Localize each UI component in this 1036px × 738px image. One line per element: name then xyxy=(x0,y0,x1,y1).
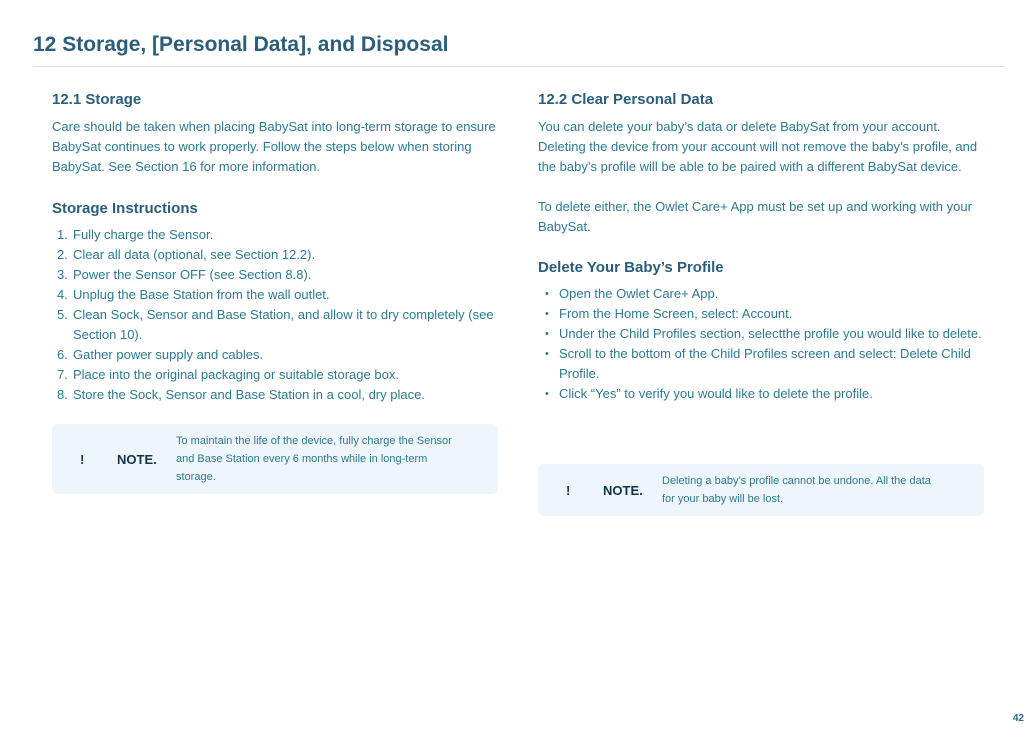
step-number: 8. xyxy=(57,387,68,402)
step-number: 4. xyxy=(57,287,68,302)
storage-steps-list xyxy=(52,225,502,405)
note-text: Deleting a baby’s profile cannot be undone. All the data for your baby will be lost. xyxy=(662,475,931,505)
bullet-icon: • xyxy=(545,348,549,360)
bullet-icon: • xyxy=(545,288,549,300)
note-label: NOTE. xyxy=(117,451,157,467)
step-number: 2. xyxy=(57,247,68,262)
step-number: 7. xyxy=(57,367,68,382)
list-item xyxy=(52,345,502,365)
step-number: 6. xyxy=(57,347,68,362)
step-text: Gather power supply and cables. xyxy=(73,347,264,362)
step-text: Power the Sensor OFF (see Section 8.8). xyxy=(73,267,312,282)
bullet-icon: • xyxy=(545,388,549,400)
storage-section xyxy=(52,90,502,405)
delete-profile-list xyxy=(538,284,988,404)
list-item xyxy=(538,344,988,384)
storage-heading: 12.1 Storage xyxy=(52,91,142,108)
list-item xyxy=(538,304,988,324)
clear-data-heading: 12.2 Clear Personal Data xyxy=(538,91,714,108)
bullet-text: From the Home Screen, select: Account. xyxy=(559,306,793,321)
bullet-text: Scroll to the bottom of the Child Profiles screen and select: Delete Child Profile. xyxy=(559,346,971,381)
list-item xyxy=(538,384,988,404)
storage-note xyxy=(52,424,498,494)
step-text: Clean Sock, Sensor and Base Station, and allow it to dry completely (see Section 10). xyxy=(73,307,494,342)
list-item xyxy=(52,245,502,265)
step-number: 5. xyxy=(57,307,68,322)
delete-profile-heading: Delete Your Baby’s Profile xyxy=(538,259,724,276)
list-item xyxy=(538,324,988,344)
step-number: 3. xyxy=(57,267,68,282)
bullet-icon: • xyxy=(545,328,549,340)
page-number: 42 xyxy=(1012,713,1024,724)
step-text: Place into the original packaging or suitable storage box. xyxy=(73,367,399,382)
bullet-text: Open the Owlet Care+ App. xyxy=(559,286,719,301)
bullet-text: Under the Child Profiles section, selectthe profile you would like to delete. xyxy=(559,326,982,341)
title-divider xyxy=(33,66,1004,67)
step-text: Fully charge the Sensor. xyxy=(73,227,214,242)
list-item xyxy=(52,265,502,285)
list-item xyxy=(52,365,502,385)
list-item xyxy=(538,284,988,304)
storage-instructions-heading: Storage Instructions xyxy=(52,200,198,217)
list-item xyxy=(52,225,502,245)
storage-intro: Care should be taken when placing BabySat into long-term storage to ensure BabySat continues to work properly. Follow the steps below when storing BabySat. See Section 16 for more information. xyxy=(52,119,496,174)
delete-profile-note xyxy=(538,464,984,516)
step-text: Store the Sock, Sensor and Base Station in a cool, dry place. xyxy=(73,387,425,402)
clear-data-paragraph-2: To delete either, the Owlet Care+ App must be set up and working with your BabySat. xyxy=(538,199,972,234)
bullet-icon: • xyxy=(545,308,549,320)
step-text: Unplug the Base Station from the wall outlet. xyxy=(73,287,330,302)
clear-data-section xyxy=(538,90,988,404)
exclamation-icon: ! xyxy=(80,451,85,467)
step-number: 1. xyxy=(57,227,68,242)
list-item xyxy=(52,285,502,305)
list-item xyxy=(52,385,502,405)
note-label: NOTE. xyxy=(603,482,643,498)
note-text: To maintain the life of the device, fully charge the Sensor and Base Station every 6 months while in long-term storage. xyxy=(176,435,452,483)
step-text: Clear all data (optional, see Section 12.2). xyxy=(73,247,316,262)
bullet-text: Click “Yes” to verify you would like to delete the profile. xyxy=(559,386,873,401)
list-item xyxy=(52,305,502,345)
page-title: 12 Storage, [Personal Data], and Disposal xyxy=(33,33,449,56)
clear-data-paragraph-1: You can delete your baby’s data or delete BabySat from your account. Deleting the device from your account will not remove the baby’s profile, and the baby’s profile will be able to be paired with a different BabySat device. xyxy=(538,119,978,174)
exclamation-icon: ! xyxy=(566,482,571,498)
